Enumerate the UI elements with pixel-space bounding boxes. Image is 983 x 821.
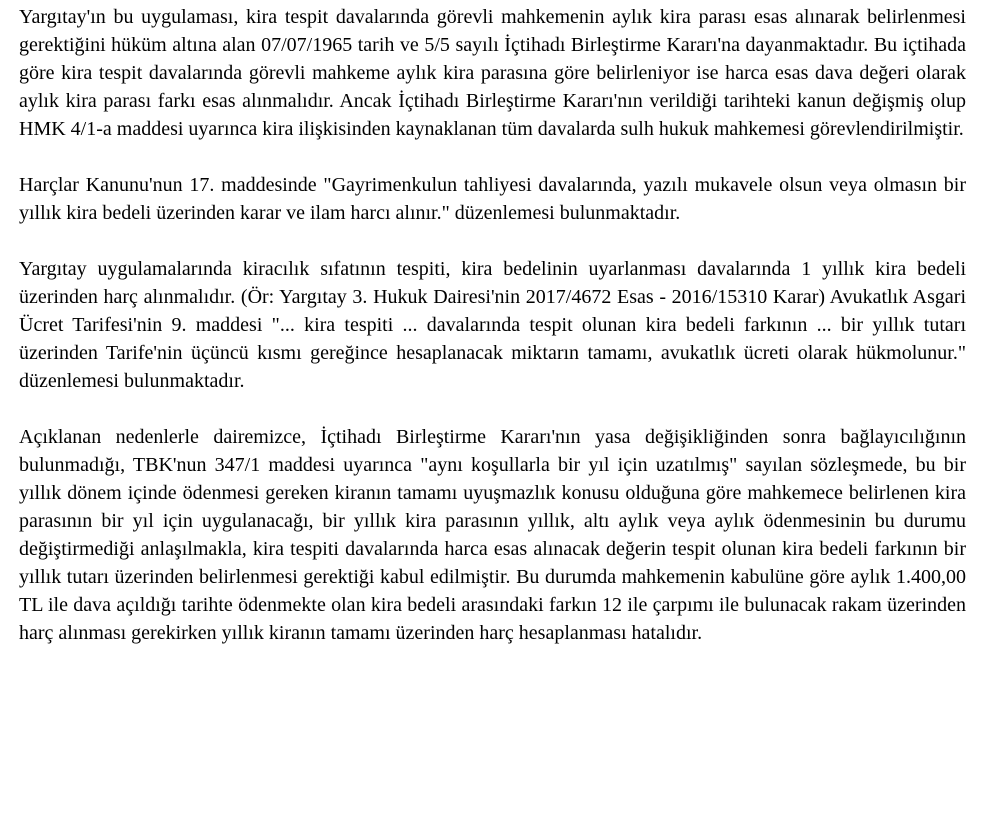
paragraph-conclusion: Açıklanan nedenlerle dairemizce, İçtihadı Birleştirme Kararı'nın yasa değişikliğinden sonra bağlayıcılığının bulunmadığı, TBK'nun 347/1 maddesi uyarınca "aynı koşullarla bir yıl için uzatılmış" sayılan sözleşmede, bu bir yıllık dönem içinde ödenmesi gereken kiranın tamamı uyuşmazlık konusu olduğuna göre mahkemece belirlenen kira parasının bir yıl için uygulanacağı, bir yıllık kira parasının yıllık, altı aylık veya aylık ödenmesinin bu durumu değiştirmediği anlaşılmakla, kira tespiti davalarında harca esas alınacak değerin tespit olunan kira bedeli farkının bir yıllık tutarı üzerinden belirlenmesi gerektiği kabul edilmiştir. Bu durumda mahkemenin kabulüne göre aylık 1.400,00 TL ile dava açıldığı tarihte ödenmekte olan kira bedeli arasındaki farkın 12 ile çarpımı ile bulunacak rakam üzerinden harç alınması gerekirken yıllık kiranın tamamı üzerinden harç hesaplanması hatalıdır. — [19, 426, 966, 644]
paragraph-jurisprudence-basis: Yargıtay'ın bu uygulaması, kira tespit davalarında görevli mahkemenin aylık kira parası esas alınarak belirlenmesi gerektiğini hüküm altına alan 07/07/1965 tarih ve 5/5 sayılı İçtihadı Birleştirme Kararı'na dayanmaktadır. Bu içtihada göre kira tespit davalarında görevli mahkeme aylık kira parasına göre belirleniyor ise harca esas dava değeri olarak aylık kira parası farkı esas alınmalıdır. Ancak İçtihadı Birleştirme Kararı'nın verildiği tarihteki kanun değişmiş olup HMK 4/1-a maddesi uyarınca kira ilişkisinden kaynaklanan tüm davalarda sulh hukuk mahkemesi görevlendirilmiştir. — [19, 6, 966, 140]
paragraph-yargitay-practice: Yargıtay uygulamalarında kiracılık sıfatının tespiti, kira bedelinin uyarlanması davalarında 1 yıllık kira bedeli üzerinden harç alınmalıdır. (Ör: Yargıtay 3. Hukuk Dairesi'nin 2017/4672 Esas - 2016/15310 Karar) Avukatlık Asgari Ücret Tarifesi'nin 9. maddesi "... kira tespiti ... davalarında tespit olunan kira bedeli farkının ... bir yıllık tutarı üzerinden Tarife'nin üçüncü kısmı gereğince hesaplanacak miktarın tamamı, avukatlık ücreti olarak hükmolunur." düzenlemesi bulunmaktadır. — [19, 258, 966, 392]
document-body — [19, 3, 966, 647]
paragraph-fees-law: Harçlar Kanunu'nun 17. maddesinde "Gayrimenkulun tahliyesi davalarında, yazılı mukavele olsun veya olmasın bir yıllık kira bedeli üzerinden karar ve ilam harcı alınır." düzenlemesi bulunmaktadır. — [19, 174, 966, 224]
